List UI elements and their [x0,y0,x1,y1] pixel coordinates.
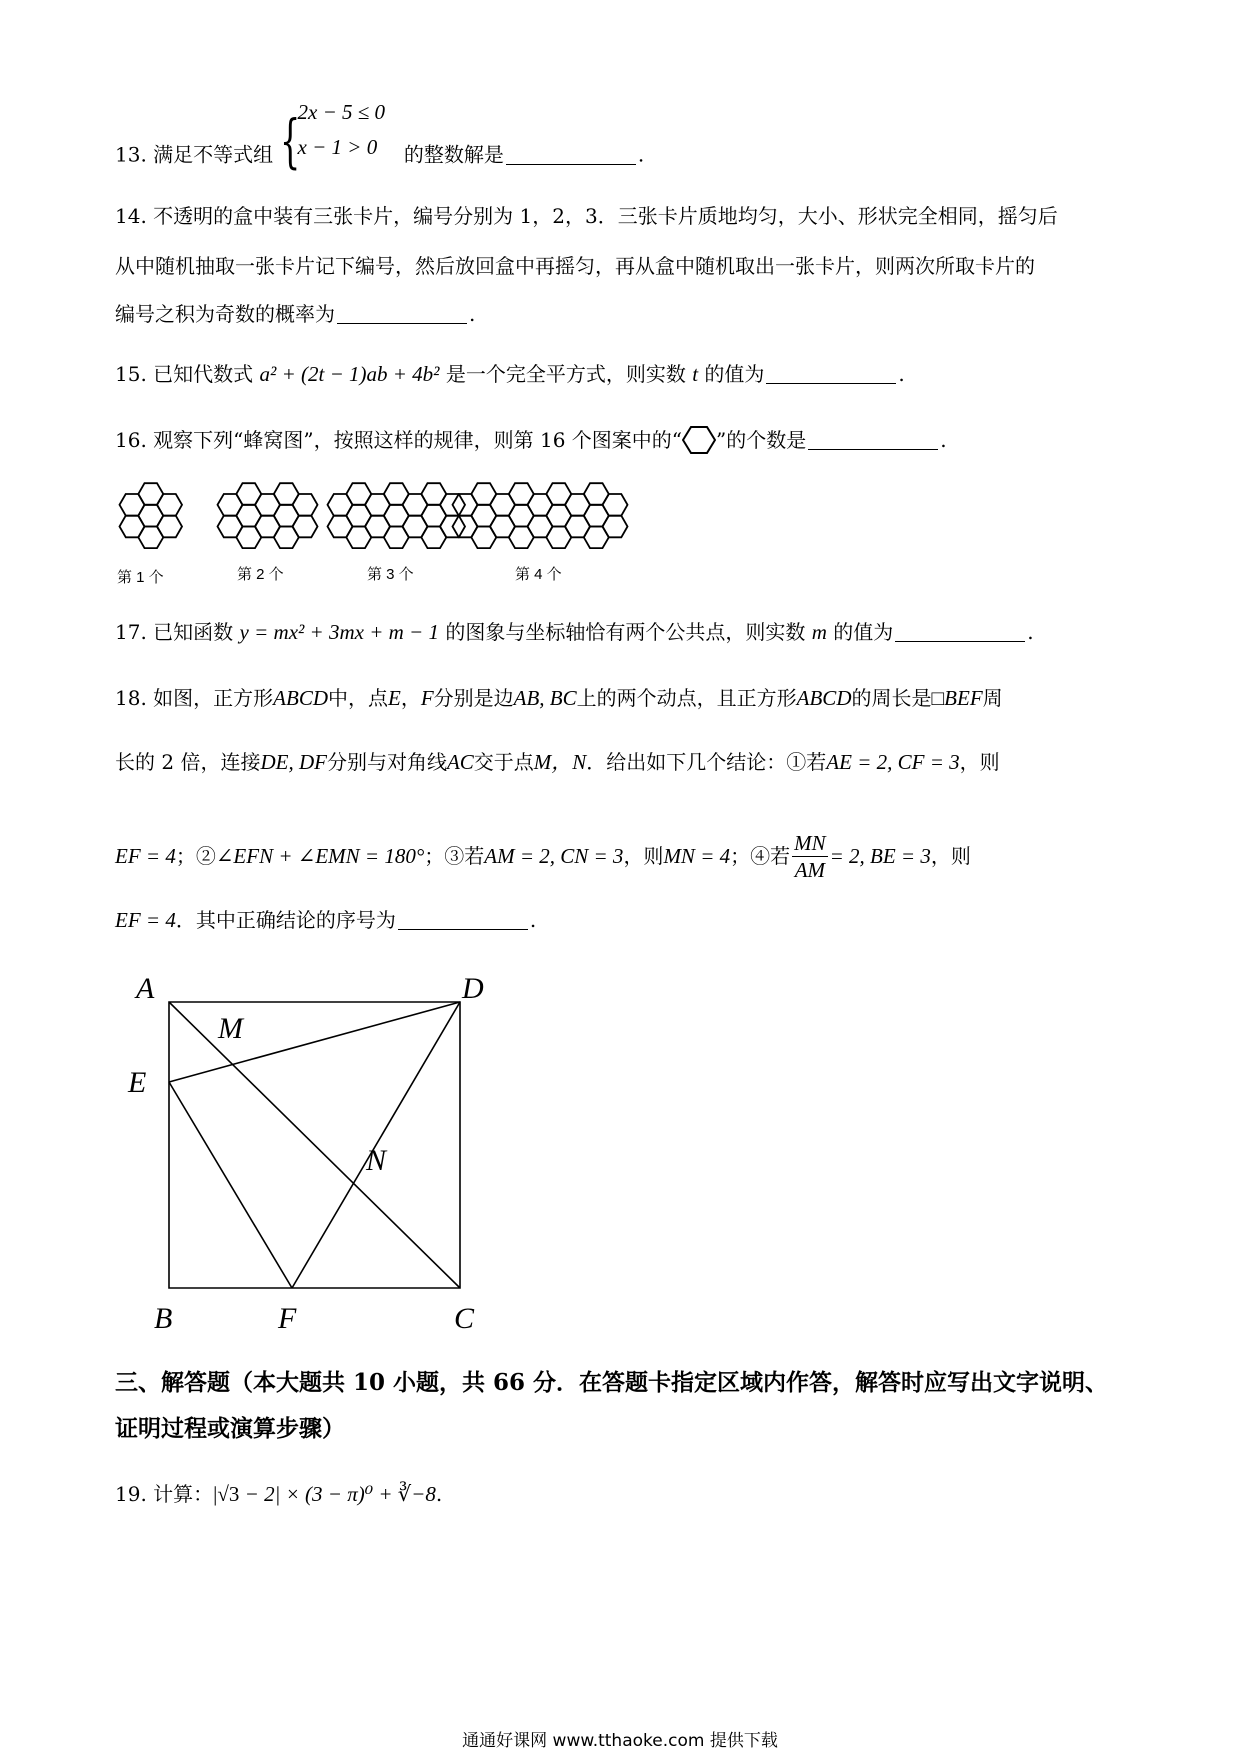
q18-text: 周 [982,686,1003,710]
square-geometry-figure [120,960,520,1330]
q15-suffix: 的值为 [704,362,765,386]
question-19 [115,1482,442,1506]
q18-condition-1: AE = 2, CF = 3 [826,750,960,774]
q17-variable: m [811,620,827,644]
honeycomb-label-3: 第 3 个 [367,566,414,583]
question-13 [115,100,645,192]
question-16 [115,425,947,455]
point-label-a: A [136,972,155,1005]
footer-source: 通通好课网 www.tthaoke.com 提供下载 [462,1731,778,1751]
q15-variable: t [692,362,699,386]
q18-text: 上的两个动点，且正方形 [576,686,797,710]
q17-prefix: 17. 已知函数 [115,620,234,644]
question-18-line-4 [115,908,536,932]
answer-blank [337,303,467,324]
inequality-system [279,100,398,192]
q18-text: ．其中正确结论的序号为 [175,908,396,932]
honeycomb-label-1: 第 1 个 [117,569,164,586]
q18-text: ，则 [959,750,1000,774]
q18-text: ；② [175,844,216,868]
q18-text: 分别是边 [433,686,514,710]
segment-de [169,1002,460,1082]
question-18-line-1: 18. 如图，正方形ABCD中，点E，F分别是边AB, BC上的两个动点，且正方形ABCD的周长是□BEF周 [115,686,1003,710]
q13-prefix: 13. 满足不等式组 [115,142,274,167]
honeycomb-cell [157,516,182,538]
point-label-b: B [154,1302,173,1330]
q19-prefix: 19. 计算： [115,1482,214,1506]
q18-text: ，则 [930,844,971,868]
q14-end: . [469,302,476,326]
point-label-c: C [454,1302,475,1330]
q18-condition-4: = 2, BE = 3 [829,844,931,868]
point-label-d: D [462,972,484,1005]
inequality-1: 2x − 5 ≤ 0 [297,100,386,124]
question-18-line-3 [115,830,971,883]
segment-ef [169,1082,292,1288]
q16-prefix: 16. 观察下列“蜂窝图”，按照这样的规律，则第 16 个图案中的“ [115,428,683,452]
q18-text: ；③若 [424,844,485,868]
q18-end: . [529,908,537,932]
q18-text: 长的 2 倍，连接 [115,750,261,774]
q18-segments: DE, DF [260,750,327,774]
q19-abs-open: | [213,1482,218,1506]
q18-triangle: □BEF [931,686,983,710]
q15-prefix: 15. 已知代数式 [115,362,254,386]
question-17 [115,620,1034,644]
q14-line3-text: 编号之积为奇数的概率为 [115,302,335,326]
q18-text: ．给出如下几个结论：①若 [586,750,827,774]
inequality-2: x − 1 > 0 [297,135,378,159]
answer-blank [398,909,528,930]
q17-mid: 的图象与坐标轴恰有两个公共点，则实数 [445,620,806,644]
answer-blank [766,363,896,384]
honeycomb-cell [293,516,318,538]
q17-expression: y = mx² + 3mx + m − 1 [239,620,439,644]
q18-text: 分别与对角线 [326,750,447,774]
honeycomb-cell [603,516,628,538]
point-label-n: N [366,1144,387,1177]
q18-mn-result: MN = 4 [663,844,731,868]
honeycomb-cell [293,494,318,516]
question-18-line-2 [115,750,1000,774]
q17-end: . [1027,620,1034,644]
fraction-denominator: AM [794,858,826,882]
q18-condition-2: ∠EFN + ∠EMN = 180° [215,844,425,868]
q18-square: ABCD [273,686,328,710]
honeycomb-cell [603,494,628,516]
q18-diagonal: AC [446,750,474,774]
point-label-m: M [218,1012,243,1045]
q18-condition-3: AM = 2, CN = 3 [484,844,624,868]
q13-end: . [637,142,645,167]
q18-text: 18. 如图，正方形 [115,686,274,710]
q16-end: . [940,428,947,452]
fraction-numerator: MN [794,831,826,855]
q18-text: ；④若 [730,844,791,868]
point-label-e: E [128,1066,147,1099]
point-label-f: F [278,1302,297,1330]
question-15 [115,362,905,386]
q19-end: . [435,1482,443,1506]
q18-points-mn: M，N [533,750,587,774]
q18-point-e: E [388,686,401,710]
q19-sqrt: √3 [217,1482,240,1506]
q15-end: . [898,362,905,386]
honeycomb-cell [157,494,182,516]
q18-ef: EF = 4 [115,908,176,932]
answer-blank [895,621,1025,642]
q13-suffix: 的整数解是 [403,142,504,167]
q18-edges: AB, BC [513,686,577,710]
q18-ef: EF = 4 [115,844,176,868]
question-14-line-1: 14. 不透明的盒中装有三张卡片，编号分别为 1，2，3．三张卡片质地均匀，大小、形状完全相同，摇匀后 [115,204,1058,228]
section-3-heading-line-1: 三、解答题（本大题共 10 小题，共 66 分．在答题卡指定区域内作答，解答时应写出文字说明、 [115,1369,1109,1396]
q18-text: 交于点 [473,750,534,774]
q18-square: ABCD [796,686,852,710]
q17-suffix: 的值为 [833,620,894,644]
q15-expression: a² + (2t − 1)ab + 4b² [259,362,440,386]
question-14-line-3 [115,302,475,326]
q18-text: 中，点 [328,686,388,710]
section-3-heading-line-2: 证明过程或演算步骤） [115,1415,345,1442]
honeycomb-label-4: 第 4 个 [515,566,562,583]
q18-text: 的周长是 [851,686,932,710]
question-14-line-2: 从中随机抽取一张卡片记下编号，然后放回盒中再摇匀，再从盒中随机取出一张卡片，则两次所取卡片的 [115,254,1035,278]
answer-blank [808,429,938,450]
q18-fraction [792,830,828,883]
q16-suffix: ”的个数是 [716,428,807,452]
honeycomb-label-2: 第 2 个 [237,566,284,583]
answer-blank [506,144,636,165]
q18-point-f: F [420,686,434,710]
hexagon-icon [682,425,716,455]
diagonal-ac [169,1002,460,1288]
q19-expression: − 2| × (3 − π)⁰ + ∛−8 [239,1482,436,1506]
brace-icon: { [279,107,300,175]
q15-mid: 是一个完全平方式，则实数 [445,362,686,386]
q18-text: ，则 [623,844,664,868]
